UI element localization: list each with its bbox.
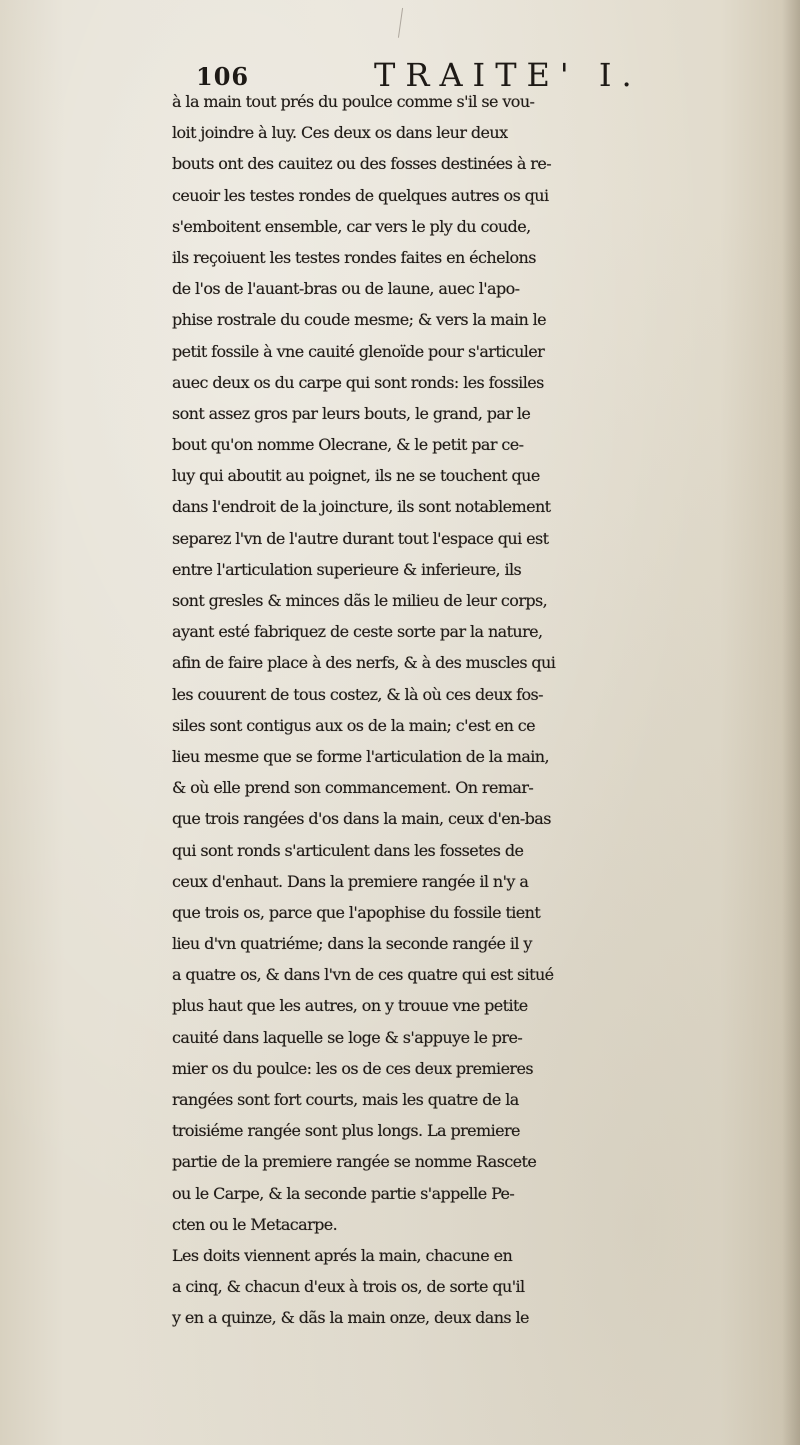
text-line: separez l'vn de l'autre durant tout l'espace qui est [172,528,549,548]
text-line: siles sont contigus aux os de la main; c'est en ce [172,715,536,735]
text-line: plus haut que les autres, on y trouue vne petite [172,996,528,1016]
text-line: petit fossile à vne cauité glenoïde pour s'articuler [172,341,545,361]
text-line: que trois os, parce que l'apophise du fossile tient [172,902,541,922]
text-line: ceux d'enhaut. Dans la premiere rangée il n'y a [172,871,529,891]
running-title: TRAITE' I. [374,56,642,94]
text-line: cauité dans laquelle se loge & s'appuye le pre- [172,1027,523,1047]
text-line: sont assez gros par leurs bouts, le grand, par le [172,403,531,423]
text-line: les couurent de tous costez, & là où ces deux fos- [172,684,543,704]
text-line: ceuoir les testes rondes de quelques autres os qui [172,185,549,205]
text-line: bouts ont des cauitez ou des fosses destinées à re- [172,154,552,174]
text-line: y en a quinze, & dãs la main onze, deux dans le [172,1308,529,1328]
text-line: phise rostrale du coude mesme; & vers la main le [172,310,547,330]
text-line: cten ou le Metacarpe. [172,1214,338,1234]
text-line: Les doits viennent aprés la main, chacune en [172,1245,513,1265]
text-line: auec deux os du carpe qui sont ronds: les fossiles [172,372,544,392]
text-line: lieu d'vn quatriéme; dans la seconde rangée il y [172,934,532,954]
text-line: partie de la premiere rangée se nomme Rascete [172,1152,537,1172]
text-line: ayant esté fabriquez de ceste sorte par la nature, [172,622,543,642]
text-line: mier os du poulce: les os de ces deux premieres [172,1058,533,1078]
text-line: luy qui aboutit au poignet, ils ne se touchent que [172,466,540,486]
text-line: rangées sont fort courts, mais les quatre de la [172,1090,519,1109]
page-edge-shadow [782,0,800,1445]
text-line: lieu mesme que se forme l'articulation de la main, [172,746,549,766]
text-line: a cinq, & chacun d'eux à trois os, de sorte qu'il [172,1277,525,1297]
text-line: afin de faire place à des nerfs, & à des muscles qui [172,653,556,673]
text-line: troisiéme rangée sont plus longs. La premiere [172,1121,520,1141]
ink-mark [398,8,405,38]
text-line: a quatre os, & dans l'vn de ces quatre qui est situé [172,965,554,985]
text-line: ou le Carpe, & la seconde partie s'appelle Pe- [172,1183,515,1203]
text-line: sont gresles & minces dãs le milieu de leur corps, [172,591,548,610]
text-line: loit joindre à luy. Ces deux os dans leur deux [172,123,508,143]
text-line: dans l'endroit de la joincture, ils sont notablement [172,497,551,517]
text-line: que trois rangées d'os dans la main, ceux d'en-bas [172,809,551,829]
text-line: & où elle prend son commancement. On remar- [172,778,534,798]
text-line: bout qu'on nomme Olecrane, & le petit par ce- [172,435,524,455]
text-line: ils reçoiuent les testes rondes faites en échelons [172,247,536,267]
text-line: de l'os de l'auant-bras ou de laune, auec l'apo- [172,279,520,299]
page-number: 106 [196,62,250,91]
text-line: entre l'articulation superieure & inferieure, ils [172,559,522,579]
text-line: qui sont ronds s'articulent dans les fossetes de [172,840,524,860]
text-line: s'emboitent ensemble, car vers le ply du coude, [172,216,531,236]
text-line: à la main tout prés du poulce comme s'il se vou- [172,92,535,111]
body-text [172,86,776,1334]
